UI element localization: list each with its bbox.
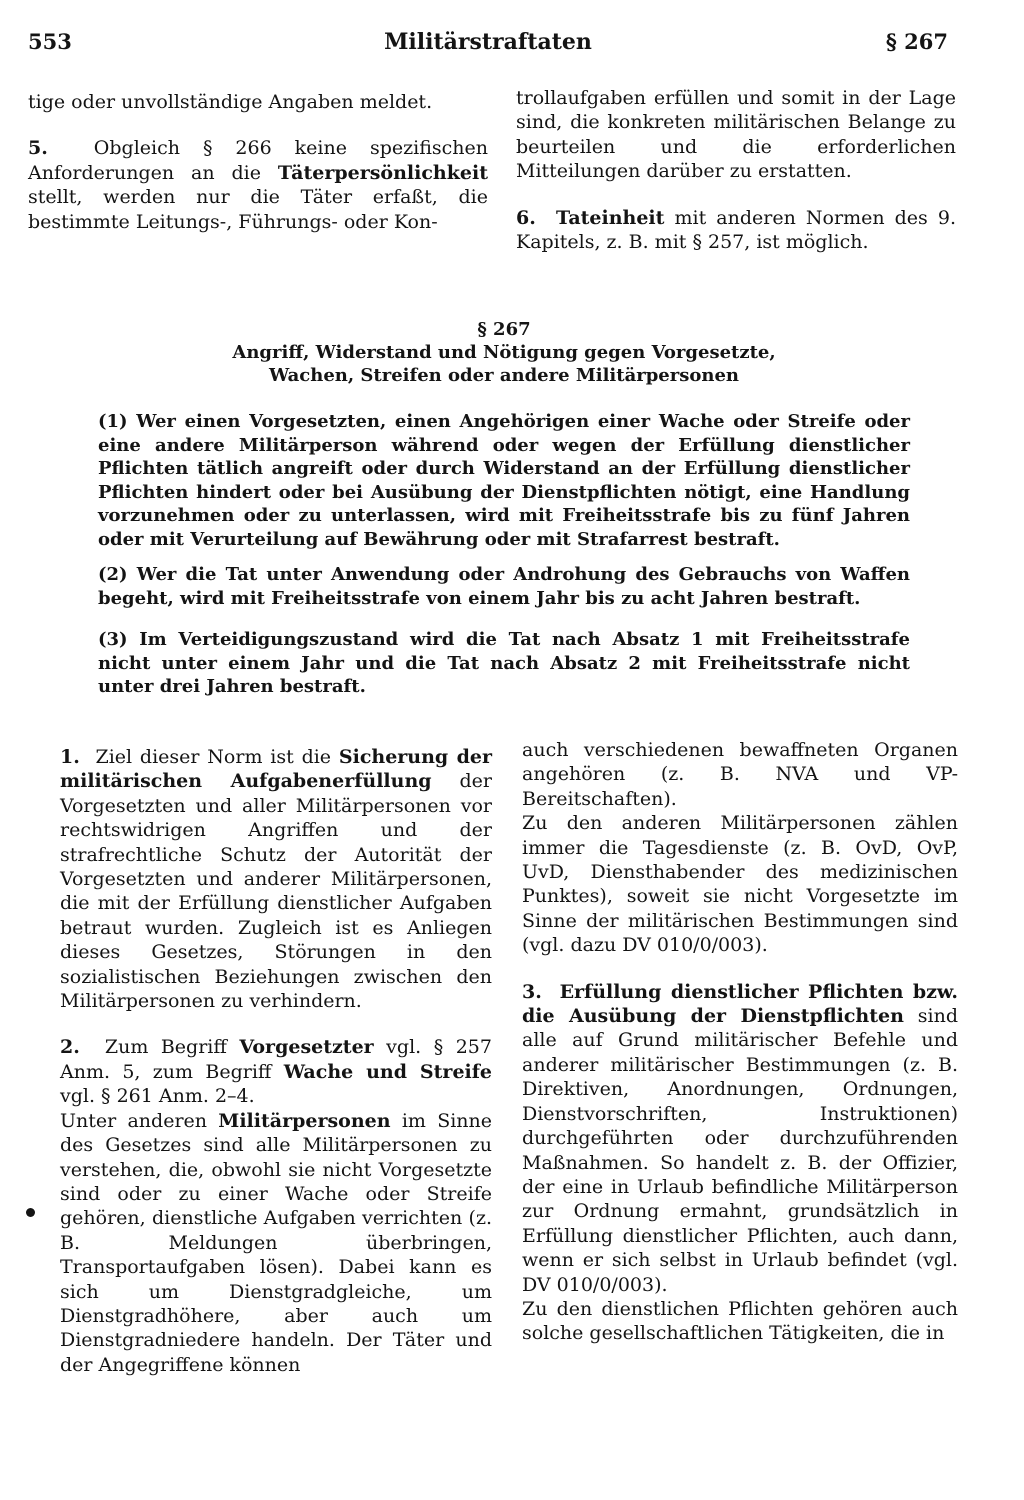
annotation-text: stellt, werden nur die Täter erfaßt, die bestimmte Leitungs-, Führungs- oder Kon- <box>28 186 488 233</box>
annotation-keyword: Tateinheit <box>556 206 665 229</box>
running-section: § 267 <box>885 29 948 54</box>
bottom-left-column <box>60 745 492 1377</box>
annotation-text: sind alle auf Grund militärischer Befehle und anderer militärischer Bestimmungen (z. B. Direktiven, Anordnungen, Ordnungen, Dienstvorschriften, Instruktionen) durchgeführten oder durchzuführenden Maßnahmen. So handelt z. B. der Offizier, der eine in Urlaub befindliche Militärperson zur Ordnung ermahnt, grundsätzlich in Erfüllung dienstlicher Pflichten, auch dann, wenn er sich selbst in Urlaub befindet (vgl. DV 010/0/003). <box>522 1005 958 1296</box>
running-title: Militärstraftaten <box>384 29 592 55</box>
annotation-text: Zum Begriff <box>104 1036 240 1059</box>
annotation-number: 5. <box>28 137 48 160</box>
page-number: 553 <box>28 29 72 54</box>
annotation-text: mit anderen Normen des 9. Kapitels, z. B. mit § 257, ist möglich. <box>516 206 956 254</box>
annotation-text: Ziel dieser Norm ist die <box>95 746 339 768</box>
annotation-5 <box>28 136 488 234</box>
bottom-right-column <box>522 738 958 1346</box>
annotation-3 <box>522 980 958 1297</box>
margin-dot-mark <box>26 1208 35 1217</box>
annotation-6 <box>516 206 956 255</box>
annotation-2-continued <box>60 1109 492 1377</box>
annotation-keyword: Erfüllung dienstlicher Pflichten bzw. die Ausübung der Dienstpflichten <box>522 980 958 1028</box>
annotation-number: 3. <box>522 980 542 1003</box>
annotation-text: Unter anderen <box>60 1109 219 1132</box>
paragraph: Zu den anderen Militärpersonen zählen immer die Tagesdienste (z. B. OvD, OvP, UvD, Diensthabender des medizinischen Punktes), soweit sie nicht Vorgesetzte im Sinne der militärischen Bestimmungen sind (vgl. dazu DV 010/0/003). <box>522 812 958 957</box>
paragraph-continued: tige oder unvollständige Angaben meldet. <box>28 91 433 113</box>
top-right-column <box>516 86 956 254</box>
annotation-keyword: Vorgesetzter <box>239 1036 374 1059</box>
section-title-line-2: Wachen, Streifen oder andere Militärpersonen <box>268 365 740 386</box>
top-left-column <box>28 90 488 234</box>
annotation-number: 2. <box>60 1036 80 1059</box>
annotation-number: 6. <box>516 206 536 229</box>
section-heading <box>100 318 908 387</box>
annotation-text: im Sinne des Gesetzes sind alle Militärpersonen zu verstehen, die, obwohl sie nicht Vorgesetzte sind oder zu einer Wache oder Streife gehören, dienstliche Aufgaben verrichten (z. B. Meldungen überbringen, Transportaufgaben lösen). Dabei kann es sich um Dienstgradgleiche, um Dienstgradhöhere, aber auch um Dienstgradniedere handeln. Der Täter und der Angegriffene können <box>60 1109 493 1376</box>
annotation-2 <box>60 1035 492 1108</box>
annotation-keyword: Täterpersönlichkeit <box>277 161 488 184</box>
annotation-keyword: Militärpersonen <box>218 1109 391 1132</box>
section-number: § 267 <box>477 319 531 340</box>
annotation-number: 1. <box>60 746 80 768</box>
page-header <box>28 30 948 66</box>
paragraph: Zu den dienstlichen Pflichten gehören auch solche gesellschaftlichen Tätigkeiten, die in <box>522 1297 958 1345</box>
statute-paragraph-1: (1) Wer einen Vorgesetzten, einen Angehörigen einer Wache oder Streife oder eine andere Militärperson während oder wegen der Erfüllung dienstlicher Pflichten tätlich angreift oder durch Widerstand an der Erfüllung dienstlicher Pflichten hindert oder bei Ausübung der Dienstpflichten nötigt, eine Handlung vorzunehmen oder zu unterlassen, wird mit Freiheitsstrafe bis zu fünf Jahren oder mit Verurteilung auf Bewährung oder mit Strafarrest bestraft. <box>98 411 910 550</box>
statute-paragraph-3: (3) Im Verteidigungszustand wird die Tat nach Absatz 1 mit Freiheitsstrafe nicht unter einem Jahr und die Tat nach Absatz 2 mit Freiheitsstrafe nicht unter drei Jahren bestraft. <box>98 629 910 697</box>
annotation-text: vgl. § 257 Anm. 5, zum Begriff <box>60 1036 492 1083</box>
annotation-keyword: Sicherung der militärischen Aufgabenerfüllung <box>60 746 492 793</box>
annotation-1 <box>60 745 492 1013</box>
section-title-line-1: Angriff, Widerstand und Nötigung gegen Vorgesetzte, <box>232 342 776 363</box>
paragraph-continued: auch verschiedenen bewaffneten Organen angehören (z. B. NVA und VP-Bereitschaften). <box>522 739 958 810</box>
annotation-keyword: Wache und Streife <box>283 1060 493 1083</box>
annotation-text: der Vorgesetzten und aller Militärpersonen vor rechtswidrigen Angriffen und der strafrechtliche Schutz der Autorität der Vorgesetzten und anderer Militärpersonen, die mit der Erfüllung dienstlicher Aufgaben betraut wurden. Zugleich ist es Anliegen dieses Gesetzes, Störungen in den sozialistischen Beziehungen zwischen den Militärpersonen zu verhindern. <box>60 770 492 1013</box>
paragraph-continued: trollaufgaben erfüllen und somit in der Lage sind, die konkreten militärischen Belange zu beurteilen und die erforderlichen Mitteilungen darüber zu erstatten. <box>516 87 956 183</box>
statute-paragraph-2: (2) Wer die Tat unter Anwendung oder Androhung des Gebrauchs von Waffen begeht, wird mit Freiheitsstrafe von einem Jahr bis zu acht Jahren bestraft. <box>98 564 910 609</box>
annotation-text: vgl. § 261 Anm. 2–4. <box>60 1085 255 1108</box>
annotation-text: Obgleich § 266 keine spezifischen Anforderungen an die <box>28 137 488 184</box>
